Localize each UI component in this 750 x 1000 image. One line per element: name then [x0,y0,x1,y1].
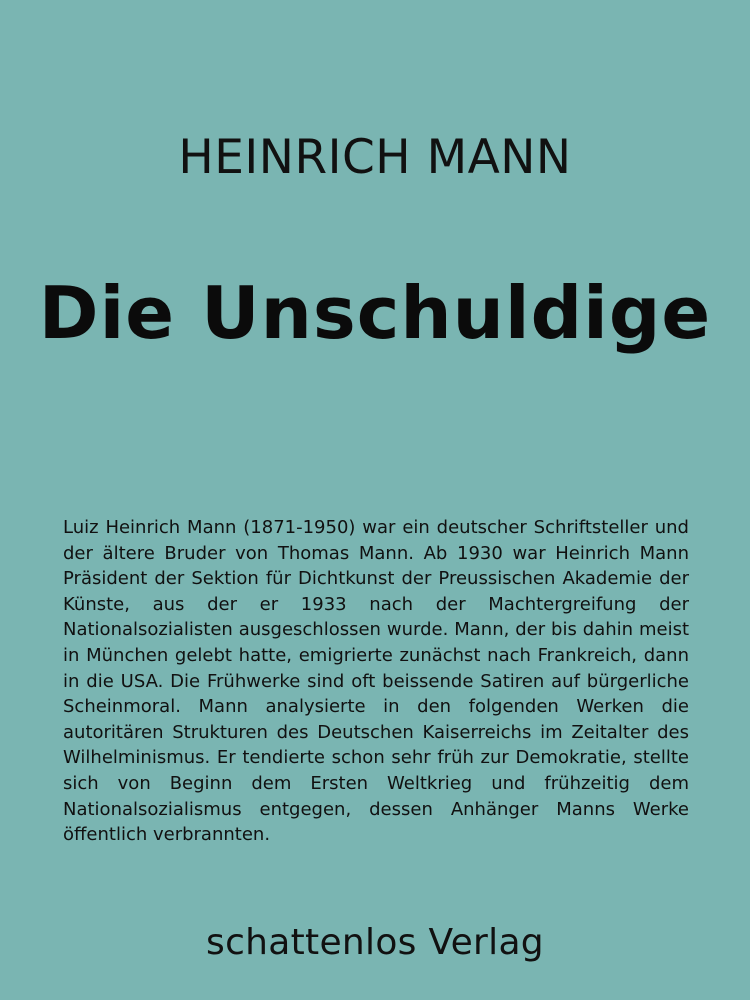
book-description: Luiz Heinrich Mann (1871-1950) war ein deutscher Schriftsteller und der ältere Bruder von Thomas Mann. Ab 1930 war Heinrich Mann Präsident der Sektion für Dichtkunst der Preussischen Akademie der Künste, aus der er 1933 nach der Machtergreifung der Nationalsozialisten ausgeschlossen wurde. Mann, der bis dahin meist in München gelebt hatte, emigrierte zunächst nach Frankreich, dann in die USA. Die Frühwerke sind oft beissende Satiren auf bürgerliche Scheinmoral. Mann analysierte in den folgenden Werken die autoritären Strukturen des Deutschen Kaiserreichs im Zeitalter des Wilhelminismus. Er tendierte schon sehr früh zur Demokratie, stellte sich von Beginn dem Ersten Weltkrieg und frühzeitig dem Nationalsozialismus entgegen, dessen Anhänger Manns Werke öffentlich verbrannten. [63,517,689,846]
book-title: Die Unschuldige [38,271,712,355]
author-name: HEINRICH MANN [178,130,572,185]
publisher-name: schattenlos Verlag [206,922,544,963]
